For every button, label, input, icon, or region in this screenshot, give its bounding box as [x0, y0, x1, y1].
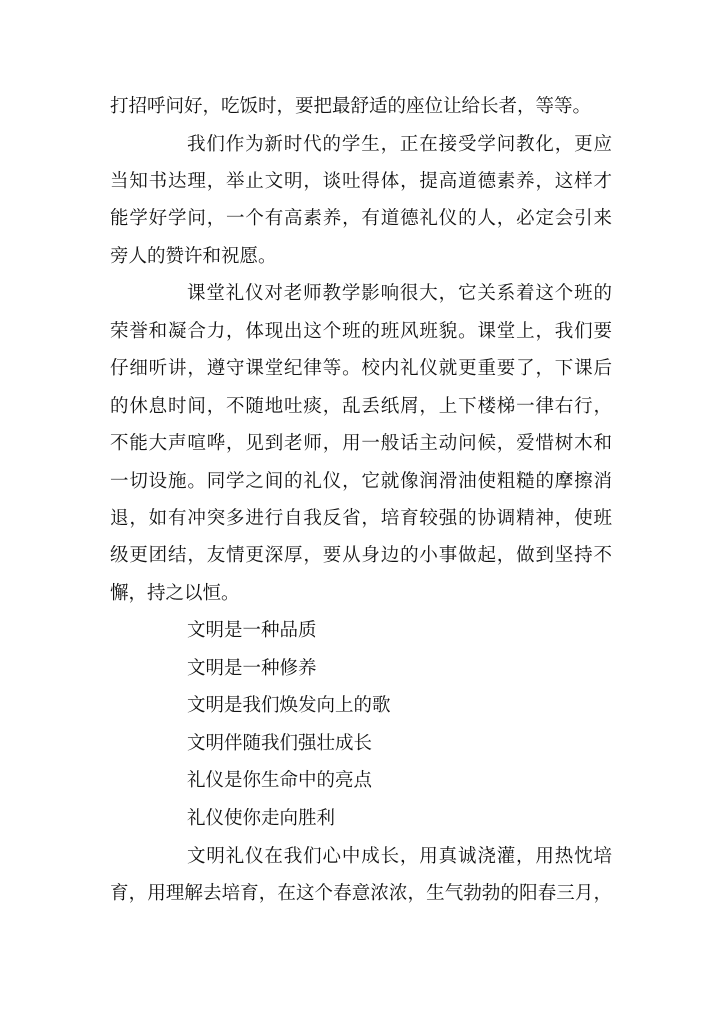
text-line: 能学好学问，一个有高素养，有道德礼仪的人，必定会引来: [110, 208, 612, 229]
text-line: 退，如有冲突多进行自我反省，培育较强的协调精神，使班: [110, 508, 612, 529]
text-line: 旁人的赞许和祝愿。: [110, 246, 277, 267]
text-line: 一切设施。同学之间的礼仪，它就像润滑油使粗糙的摩擦消: [110, 471, 612, 492]
text-line: 礼仪是你生命中的亮点: [187, 770, 373, 791]
text-line: 的休息时间，不随地吐痰，乱丢纸屑，上下楼梯一律右行，: [110, 396, 612, 417]
text-line: 礼仪使你走向胜利: [187, 808, 336, 829]
text-line: 育，用理解去培育，在这个春意浓浓，生气勃勃的阳春三月，: [110, 883, 612, 904]
text-line: 文明伴随我们强壮成长: [187, 733, 373, 754]
text-line: 不能大声喧哗，见到老师，用一般话主动问候，爱惜树木和: [110, 433, 612, 454]
text-line: 级更团结，友情更深厚，要从身边的小事做起，做到坚持不: [110, 545, 612, 566]
text-line: 文明礼仪在我们心中成长，用真诚浇灌，用热忱培: [187, 846, 612, 867]
text-line: 文明是一种品质: [187, 620, 317, 641]
text-line: 懈，持之以恒。: [110, 583, 240, 604]
text-line: 荣誉和凝合力，体现出这个班的班风班貌。课堂上，我们要: [110, 321, 612, 342]
text-line: 我们作为新时代的学生，正在接受学问教化，更应: [187, 134, 612, 155]
text-line: 打招呼问好，吃饭时，要把最舒适的座位让给长者，等等。: [110, 96, 592, 117]
text-line: 文明是一种修养: [187, 658, 317, 679]
text-line: 文明是我们焕发向上的歌: [187, 695, 391, 716]
text-line: 当知书达理，举止文明，谈吐得体，提高道德素养，这样才: [110, 171, 612, 192]
text-line: 仔细听讲，遵守课堂纪律等。校内礼仪就更重要了，下课后: [110, 358, 612, 379]
text-line: 课堂礼仪对老师教学影响很大，它关系着这个班的: [187, 283, 612, 304]
